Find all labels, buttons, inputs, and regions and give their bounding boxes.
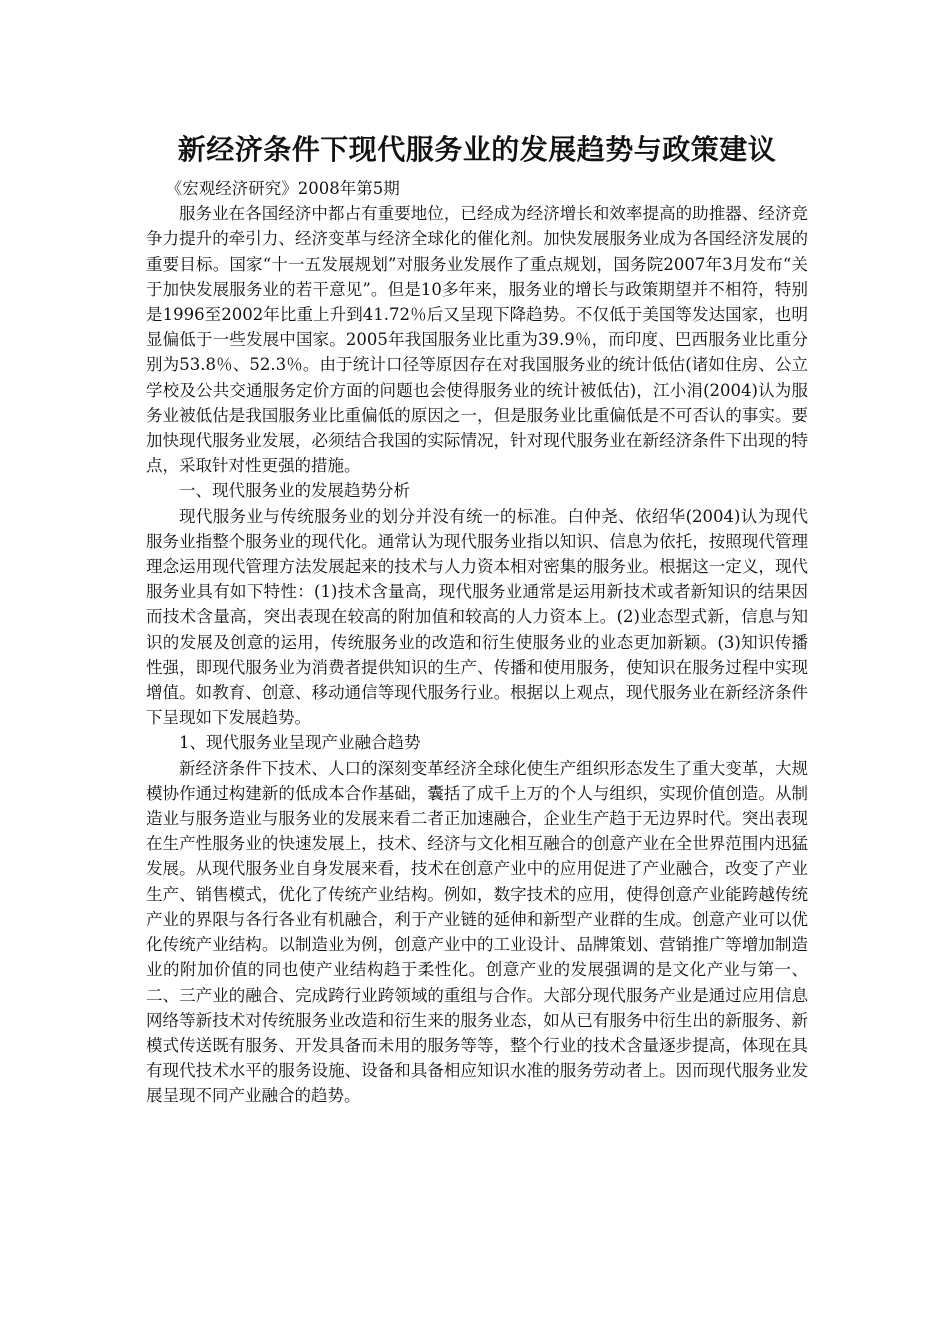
document-title: 新经济条件下现代服务业的发展趋势与政策建议 — [177, 133, 777, 166]
section-1-paragraph: 现代服务业与传统服务业的划分并没有统一的标准。白仲尧、依绍华(2004)认为现代服务业指整个服务业的现代化。通常认为现代服务业指以知识、信息为依托，按照现代管理理念运用现代管理方法发展起来的技术与人力资本相对密集的服务业。根据这一定义，现代服务业具有如下特性：(1)技术含量高，现代服务业通常是运用新技术或者新知识的结果因而技术含量高，突出表现在较高的附加值和较高的人力资本上。(2)业态型式新，信息与知识的发展及创意的运用，传统服务业的改造和衍生使服务业的业态更加新颖。(3)知识传播性强，即现代服务业为消费者提供知识的生产、传播和使用服务，使知识在服务过程中实现增值。如教育、创意、移动通信等现代服务行业。根据以上观点，现代服务业在新经济条件下呈现如下发展趋势。 — [146, 506, 808, 728]
document-page — [146, 128, 808, 1109]
intro-paragraph: 服务业在各国经济中都占有重要地位，已经成为经济增长和效率提高的助推器、经济竞争力提升的牵引力、经济变革与经济全球化的催化剂。加快发展服务业成为各国经济发展的重要目标。国家“十一五发展规划”对服务业发展作了重点规划，国务院2007年3月发布“关于加快发展服务业的若干意见”。但是10多年来，服务业的增长与政策期望并不相符，特别是1996至2002年比重上升到41.72％后又呈现下降趋势。不仅低于美国等发达国家，也明显偏低于一些发展中国家。2005年我国服务业比重为39.9％，而印度、巴西服务业比重分别为53.8％、52.3％。由于统计口径等原因存在对我国服务业的统计低估(诸如住房、公立学校及公共交通服务定价方面的问题也会使得服务业的统计被低估)，江小涓(2004)认为服务业被低估是我国服务业比重偏低的原因之一，但是服务业比重偏低是不可否认的事实。要加快现代服务业发展，必须结合我国的实际情况，针对现代服务业在新经济条件下出现的特点，采取针对性更强的措施。 — [146, 204, 808, 476]
subsection-1-heading: 1、现代服务业呈现产业融合趋势 — [179, 733, 421, 753]
subsection-1-paragraph: 新经济条件下技术、人口的深刻变革经济全球化使生产组织形态发生了重大变革，大规模协作通过构建新的低成本合作基础，囊括了成千上万的个人与组织，实现价值创造。从制造业与服务造业与服务业的发展来看二者正加速融合，企业生产趋于无边界时代。突出表现在生产性服务业的快速发展上，技术、经济与文化相互融合的创意产业在全世界范围内迅猛发展。从现代服务业自身发展来看，技术在创意产业中的应用促进了产业融合，改变了产业生产、销售模式，优化了传统产业结构。例如，数字技术的应用，使得创意产业能跨越传统产业的界限与各行各业有机融合，利于产业链的延伸和新型产业群的生成。创意产业可以优化传统产业结构。以制造业为例，创意产业中的工业设计、品牌策划、营销推广等增加制造业的附加价值的同也使产业结构趋于柔性化。创意产业的发展强调的是文化产业与第一、二、三产业的融合、完成跨行业跨领域的重组与合作。大部分现代服务产业是通过应用信息网络等新技术对传统服务业改造和衍生来的服务业态，如从已有服务中衍生出的新服务、新模式传送既有服务、开发具备而未用的服务等等，整个行业的技术含量逐步提高，体现在具有现代技术水平的服务设施、设备和具备相应知识水准的服务劳动者上。因而现代服务业发展呈现不同产业融合的趋势。 — [146, 758, 808, 1106]
document-source: 《宏观经济研究》2008年第5期 — [165, 179, 400, 198]
section-1-heading: 一、现代服务业的发展趋势分析 — [179, 481, 410, 501]
